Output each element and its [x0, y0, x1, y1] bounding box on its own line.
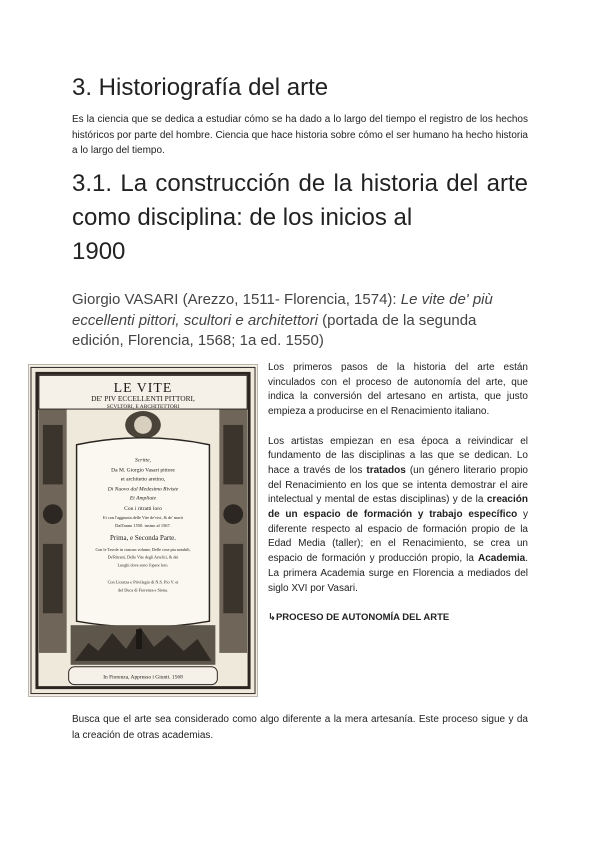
subsection-heading-main: 3.1. La construcción de la historia del arte como disciplina: de los inicios al [72, 170, 528, 231]
frontispiece-line-5: Et Ampliate [129, 495, 157, 502]
frontispiece-line-1: Scritte, [135, 457, 151, 464]
main-text [268, 361, 528, 640]
text-run: y diferente respecto al espacio de formación propio de la Edad Media (taller); en el Renacimiento, se crea un espacio de formación y producción propio, la [268, 509, 528, 565]
frontispiece-line-7: Et con l'aggiunta delle Vite de'vivi, & de' morti [103, 515, 183, 521]
frontispiece-line-11: De'Ritratti, Delle Vite degli Artefici, & dei [107, 554, 179, 560]
frontispiece-line-4: Di Nuovo dal Medesimo Riviste [107, 486, 179, 493]
paragraph-autonomy: Los primeros pasos de la historia del arte están vinculados con el proceso de autonomía del arte, que indica la conversión del artesano en artista, que justo empieza a producirse en el Renacimiento italiano. [268, 362, 528, 418]
frontispiece-subtitle-2: SCVLTORI, E ARCHITETTORI [106, 404, 180, 411]
frontispiece-line-2: Da M. Giorgio Vasari pittore [111, 467, 175, 474]
frontispiece-line-8: Dall'anno 1550. insino al 1567. [115, 523, 171, 529]
frontispiece-line-9: Prima, e Seconda Parte. [110, 534, 176, 542]
subsection-heading-year: 1900 [72, 238, 126, 265]
subsection-heading [72, 167, 528, 269]
frontispiece-subtitle: DE' PIV ECCELLENTI PITTORI, [91, 394, 195, 404]
paragraph-artists [268, 435, 528, 597]
closing-paragraph: Busca que el arte sea considerado como algo diferente a la mera artesanía. Este proceso sigue y da la creación de otras academias. [72, 714, 528, 741]
figure-caption [72, 290, 528, 352]
frontispiece-privilege-2: del Duca di Fiorenza e Siena. [117, 587, 169, 593]
frontispiece-line-12: Luoghi dove sono l'opere loro. [117, 562, 169, 568]
text-run: Los artistas empiezan en esa época a reivindicar el fundamento de las disciplinas a las que se dedican. Lo hace a través de los [268, 435, 528, 476]
process-note: ↳PROCESO DE AUTONOMÍA DEL ARTE [268, 611, 450, 623]
caption-author: Giorgio VASARI (Arezzo, 1511- Florencia, 1574): [72, 291, 401, 308]
caption-edition: (portada de la segunda edición, Florencia, 1568; 1a ed. 1550) [72, 311, 477, 349]
frontispiece-imprint: In Fiorenza, Appresso i Giunti. 1568 [103, 674, 183, 681]
text-run: . La primera Academia surge en Florencia a mediados del siglo XVI por Vasari. [268, 553, 528, 594]
text-run: (un género literario propio del Renacimiento en los que se intenta demostrar el aire intelectual y mental de estas disciplinas) y de la [268, 464, 528, 506]
bold-term-espacio: creación de un espacio de formación y trabajo específico [268, 494, 528, 521]
frontispiece-line-3: et architetto aretino, [120, 476, 166, 483]
section-heading: 3. Historiografía del arte [72, 74, 329, 101]
bold-term-academia: Academia [477, 553, 526, 565]
intro-paragraph: Es la ciencia que se dedica a estudiar cómo se ha dado a lo largo del tiempo el registro de los hechos históricos por parte del hombre. Ciencia que hace historia sobre cómo el ser humano ha hecho historia a lo largo del tiempo. [72, 114, 528, 156]
caption-book-title: Le vite de' più eccellenti pittori, scultori e architettori [72, 291, 493, 329]
frontispiece-privilege: Con Licenza e Privilegio di N.S. Pio V. et [107, 579, 179, 585]
vasari-frontispiece-image [28, 364, 258, 697]
bold-term-tratados: tratados [366, 464, 406, 476]
frontispiece-title: LE VITE [113, 381, 173, 397]
frontispiece-line-10: Con le Tavole in ciascun volume, Delle cose piu notabili, [95, 546, 191, 552]
frontispiece-line-6: Con i ritratti loro [124, 506, 162, 513]
